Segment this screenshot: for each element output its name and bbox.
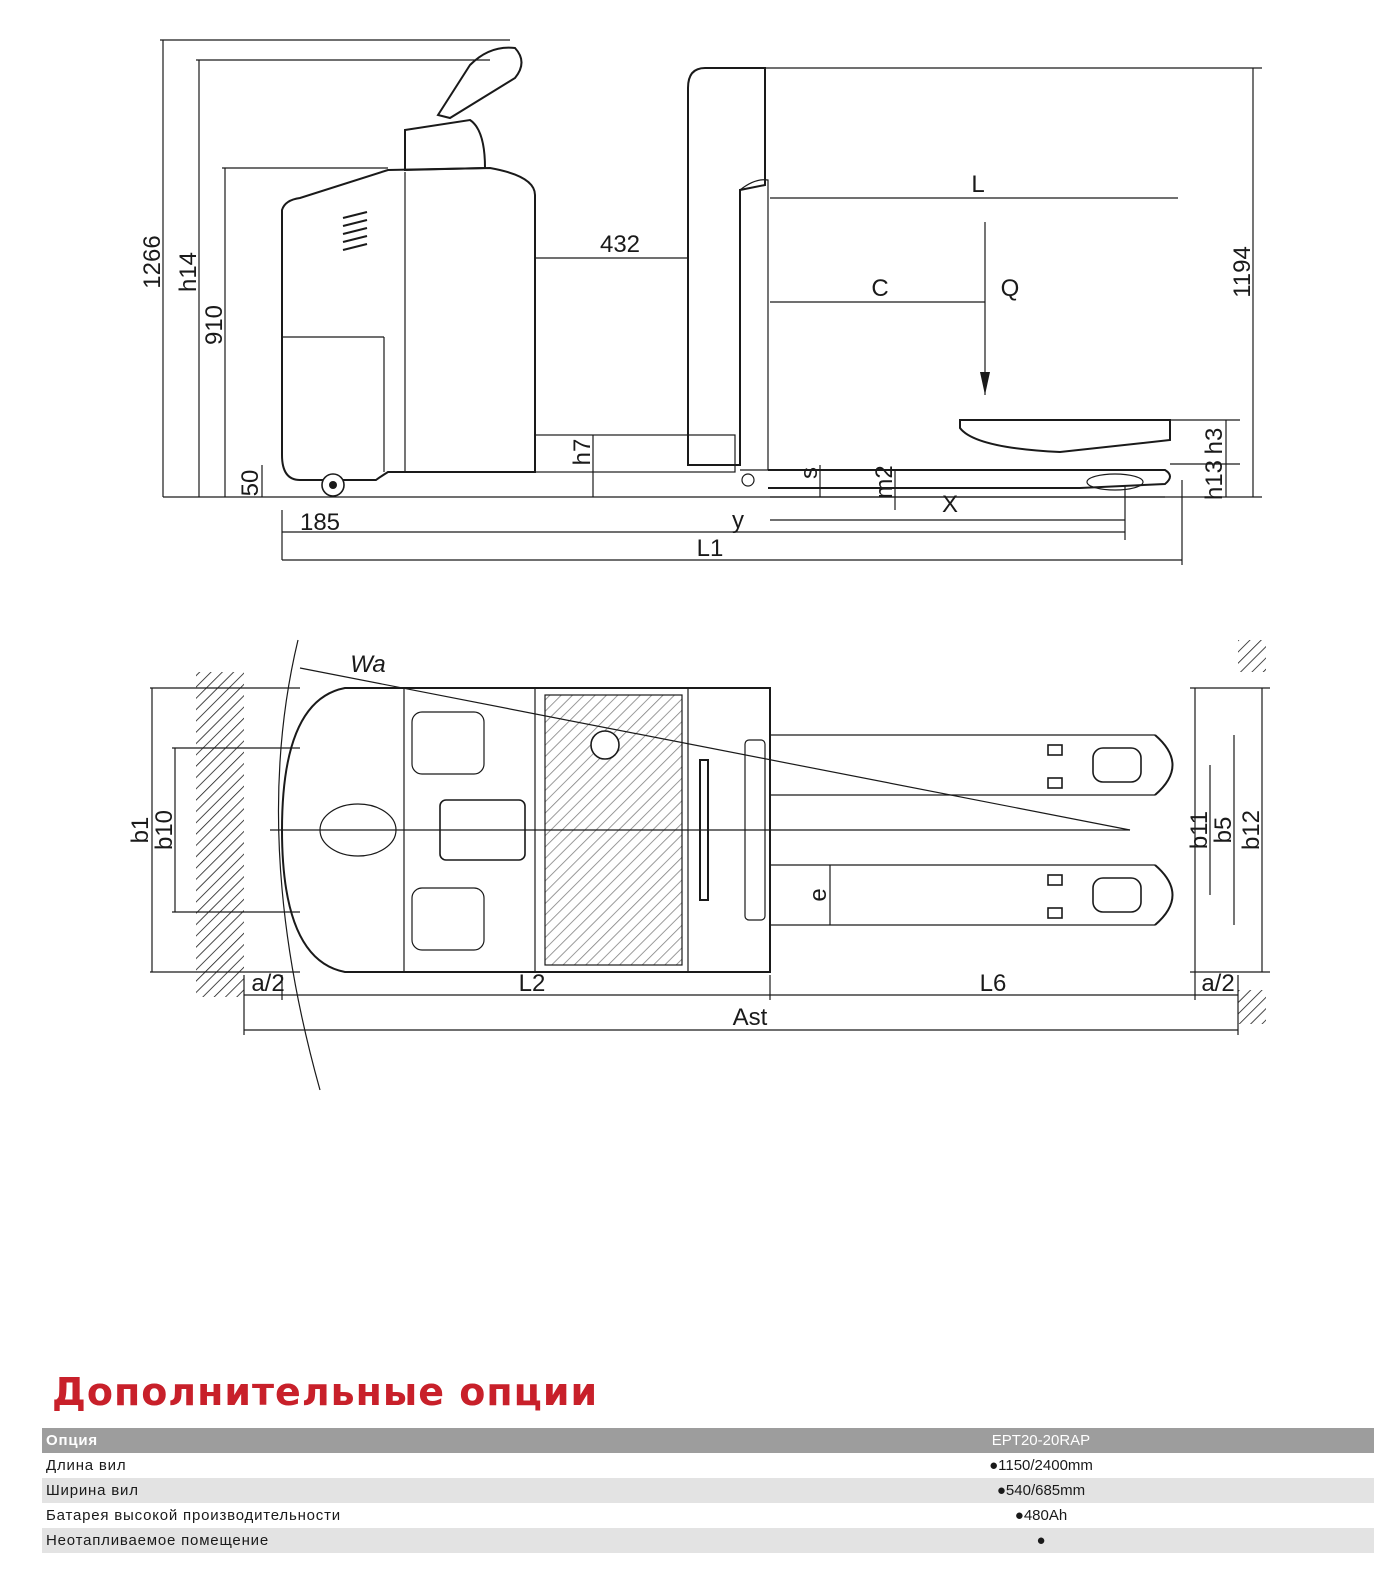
turning-arc [278,640,320,1090]
top-view [127,640,1270,1090]
option-name: Неотапливаемое помещение [42,1528,708,1553]
option-value: ●1150/2400mm [989,1457,1093,1474]
dim-432: 432 [599,231,641,258]
load-roller-icon [1087,474,1143,490]
dim-910: 910 [201,304,228,346]
dim-a2-right: a/2 [1201,970,1235,997]
fork-roller-lower-icon [1093,878,1141,912]
dim-s: s [796,467,823,479]
dim-185: 185 [299,509,341,536]
raised-pallet-outline [960,420,1170,452]
tiller-head [405,120,485,170]
dim-X: X [941,491,959,518]
fork-roller-upper-icon [1093,748,1141,782]
dim-b12: b12 [1238,809,1265,851]
header-option: Опция [42,1428,708,1453]
load-wheel-small-icon [742,474,754,486]
dim-h3: h3 [1201,427,1228,455]
truck-body [282,168,535,480]
wall-right-bottom-hatch [1238,990,1266,1024]
tiller-arm [438,48,522,118]
option-name: Длина вил [46,1457,127,1474]
steering-knob-icon [591,731,619,759]
dim-h7: h7 [569,438,596,466]
dim-L2: L2 [518,970,546,997]
dim-h13: h13 [1201,459,1228,501]
dim-b10: b10 [151,809,178,851]
dim-L1: L1 [696,535,724,562]
fork-upper [768,470,1170,488]
option-value: ●540/685mm [708,1478,1374,1503]
dim-50: 50 [237,469,264,497]
wall-left-hatch [196,672,244,997]
dim-C: C [871,275,889,302]
header-model: EPT20-20RAP [708,1428,1374,1453]
dim-1194: 1194 [1229,246,1256,298]
dim-y: y [732,507,744,534]
vent-grille-icon [343,212,367,250]
dim-Wa: Wa [350,651,386,678]
entry-roller-icon [1048,908,1062,918]
table-row [42,1478,1374,1503]
dim-b11: b11 [1186,810,1213,850]
side-view [139,40,1262,565]
option-value: ● [708,1528,1374,1553]
dim-e: e [805,888,832,902]
option-name: Батарея высокой производительности [46,1507,341,1524]
dim-Q: Q [1000,275,1020,302]
table-row [42,1503,1374,1528]
option-value: ●480Ah [1014,1507,1068,1524]
load-backrest [688,68,765,465]
dim-b5: b5 [1210,816,1237,844]
dim-1266: 1266 [139,235,166,289]
options-table [42,1428,1374,1553]
dim-L6: L6 [979,970,1007,997]
wall-right-top-hatch [1238,640,1266,672]
table-header-row [42,1428,1374,1453]
entry-roller-icon [1048,875,1062,885]
table-row [42,1528,1374,1553]
dim-b1: b1 [127,816,154,844]
option-name: Ширина вил [42,1478,708,1503]
dim-L: L [971,171,985,198]
dim-h14: h14 [175,251,202,293]
dim-Ast: Ast [732,1004,768,1031]
entry-roller-icon [1048,778,1062,788]
dim-a2-left: a/2 [251,970,285,997]
entry-roller-icon [1048,745,1062,755]
table-row [42,1453,1374,1478]
options-title: Дополнительные опции [52,1370,599,1414]
dim-m2: m2 [871,465,898,499]
